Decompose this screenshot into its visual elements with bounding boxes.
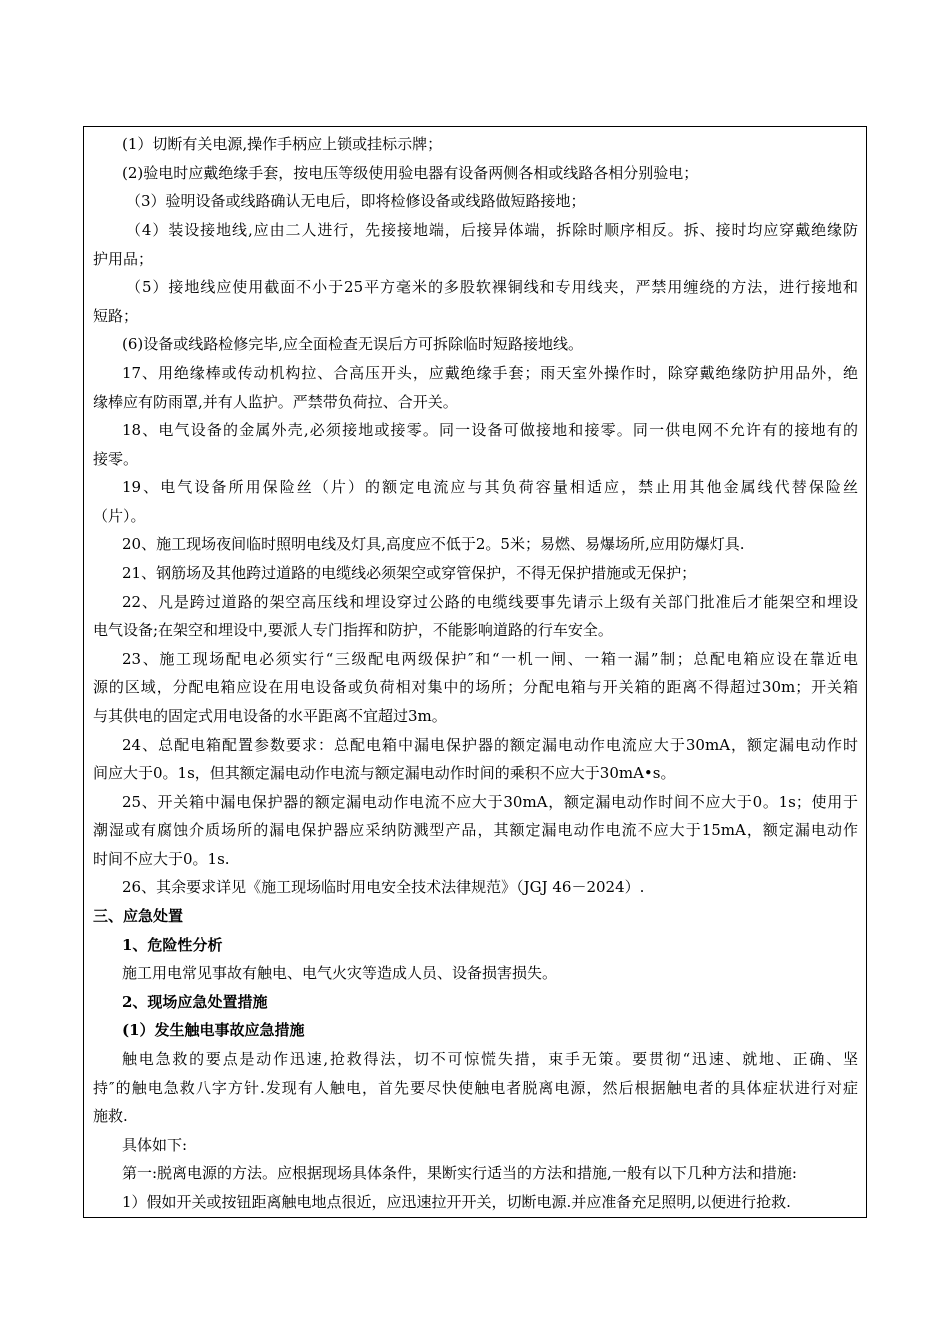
- text-line: （片）。: [93, 507, 146, 525]
- text-line: 与其供电的固定式用电设备的水平距离不宜超过3m。: [93, 707, 447, 725]
- text-line: 缘棒应有防雨罩,并有人监护。严禁带负荷拉、合开关。: [93, 393, 458, 411]
- text-line: 24、总配电箱配置参数要求：总配电箱中漏电保护器的额定漏电动作电流应大于30mA，额定漏电动作时: [122, 736, 858, 754]
- text-line: 源的区域，分配电箱应设在用电设备或负荷相对集中的场所；分配电箱与开关箱的距离不得超过30m；开关箱: [93, 678, 858, 696]
- text-line: 触电急救的要点是动作迅速,抢救得法，切不可惊慌失措，束手无策。要贯彻“迅速、就地、正确、坚: [122, 1050, 858, 1068]
- text-line: （4）装设接地线,应由二人进行，先接接地端，后接异体端，拆除时顺序相反。拆、接时均应穿戴绝缘防: [126, 221, 858, 239]
- text-line: 21、钢筋场及其他跨过道路的电缆线必须架空或穿管保护，不得无保护措施或无保护；: [122, 564, 697, 582]
- text-line: 22、凡是跨过道路的架空高压线和埋设穿过公路的电缆线要事先请示上级有关部门批准后才能架空和埋设: [122, 593, 858, 611]
- text-line: 时间不应大于0。1s.: [93, 850, 230, 868]
- text-line: 18、电气设备的金属外壳,必须接地或接零。同一设备可做接地和接零。同一供电网不允许有的接地有的: [122, 421, 858, 439]
- text-line: （5）接地线应使用截面不小于25平方毫米的多股软裸铜线和专用线夹，严禁用缠绕的方法，进行接地和: [126, 278, 858, 296]
- text-line: 接零。: [93, 450, 139, 468]
- text-line: 1）假如开关或按钮距离触电地点很近，应迅速拉开开关，切断电源.并应准备充足照明,以便进行抢救.: [122, 1193, 791, 1211]
- subsection-heading: 2、现场应急处置措施: [122, 993, 268, 1011]
- text-line: 19、电气设备所用保险丝（片）的额定电流应与其负荷容量相适应，禁止用其他金属线代替保险丝: [122, 478, 858, 496]
- text-line: 施救.: [93, 1107, 128, 1125]
- text-line: 护用品；: [93, 250, 154, 268]
- text-line: 17、用绝缘棒或传动机构拉、合高压开头，应戴绝缘手套；雨天室外操作时，除穿戴绝缘防护用品外，绝: [122, 364, 858, 382]
- subsection-heading: (1）发生触电事故应急措施: [122, 1021, 305, 1039]
- text-line: 23、施工现场配电必须实行“三级配电两级保护″和“一机一闸、一箱一漏”制；总配电箱应设在靠近电: [122, 650, 858, 668]
- text-line: 26、其余要求详见《施工现场临时用电安全技术法律规范》（JGJ 46－2024）.: [122, 878, 645, 896]
- subsection-heading: 1、危险性分析: [122, 936, 223, 954]
- text-line: 短路；: [93, 307, 139, 325]
- section-heading: 三、应急处置: [93, 907, 184, 925]
- text-line: 间应大于0。1s，但其额定漏电动作电流与额定漏电动作时间的乘积不应大于30mA•s。: [93, 764, 676, 782]
- text-line: 潮湿或有腐蚀介质场所的漏电保护器应采纳防溅型产品，其额定漏电动作电流不应大于15mA，额定漏电动作: [93, 821, 858, 839]
- text-line: 20、施工现场夜间临时照明电线及灯具,高度应不低于2。5米；易燃、易爆场所,应用防爆灯具.: [122, 535, 745, 553]
- text-line: 电气设备;在架空和埋设中,要派人专门指挥和防护，不能影响道路的行车安全。: [93, 621, 613, 639]
- text-line: 第一:脱离电源的方法。应根据现场具体条件，果断实行适当的方法和措施,一般有以下几种方法和措施:: [122, 1164, 797, 1182]
- text-line: 具体如下:: [122, 1136, 188, 1154]
- text-line: （3）验明设备或线路确认无电后，即将检修设备或线路做短路接地；: [126, 192, 586, 210]
- text-line: 施工用电常见事故有触电、电气火灾等造成人员、设备损害损失。: [122, 964, 558, 982]
- text-line: 持″的触电急救八字方针.发现有人触电，首先要尽快使触电者脱离电源，然后根据触电者的具体症状进行对症: [93, 1079, 858, 1097]
- text-line: (6)设备或线路检修完毕,应全面检查无误后方可拆除临时短路接地线。: [122, 335, 584, 353]
- text-line: (1）切断有关电源,操作手柄应上锁或挂标示牌；: [122, 135, 443, 153]
- text-line: 25、开关箱中漏电保护器的额定漏电动作电流不应大于30mA，额定漏电动作时间不应大于0。1s；使用于: [122, 793, 858, 811]
- document-frame: [83, 126, 867, 1218]
- text-line: (2)验电时应戴绝缘手套，按电压等级使用验电器有设备两侧各相或线路各相分别验电；: [122, 164, 699, 182]
